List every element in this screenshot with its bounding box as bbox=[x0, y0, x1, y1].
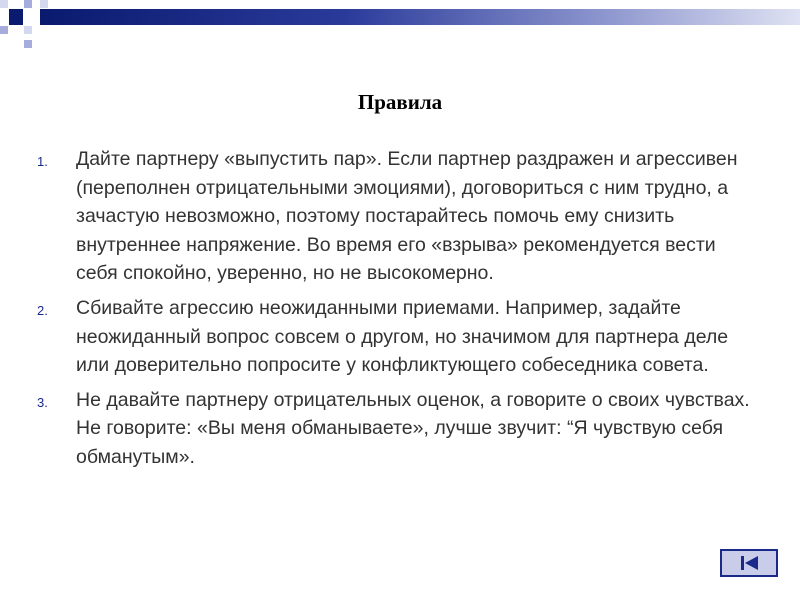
rule-item bbox=[0, 145, 800, 288]
rule-text: Сбивайте агрессию неожиданными приемами. Например, задайте неожиданный вопрос совсем о другом, но значимом для партнера деле или доверительно попросите у конфликтующего собеседника совета. bbox=[76, 296, 729, 377]
rules-list bbox=[0, 145, 800, 478]
rule-number: 3. bbox=[37, 394, 48, 410]
rule-item bbox=[0, 386, 800, 472]
decor-square bbox=[24, 0, 32, 8]
slide-title: Правила bbox=[357, 90, 443, 114]
first-slide-button[interactable] bbox=[720, 549, 778, 577]
rule-number: 1. bbox=[37, 154, 48, 169]
decor-square bbox=[9, 9, 23, 25]
decor-square bbox=[24, 26, 32, 34]
rule-item bbox=[0, 294, 800, 380]
decor-square bbox=[24, 40, 32, 48]
decor-square bbox=[0, 0, 8, 8]
rule-text: Не давайте партнеру отрицательных оценок, а говорите о своих чувствах. Не говорите: «Вы меня обманываете», лучше звучит: “Я чувствую себя обманутым». bbox=[76, 388, 750, 468]
rule-text: Дайте партнеру «выпустить пар». Если партнер раздражен и агрессивен (переполнен отрицательными эмоциями), договориться с ним трудно, а зачастую невозможно, поэтому постарайтесь помочь ему снизить внутреннее напряжение. Во время его «взрыва» рекомендуется вести себя спокойно, уверенно, но не высокомерно. bbox=[76, 148, 738, 285]
decor-square bbox=[0, 26, 8, 34]
decor-square bbox=[40, 0, 48, 8]
rule-number: 2. bbox=[37, 302, 48, 318]
header-gradient-bar bbox=[40, 9, 800, 25]
skip-to-start-icon bbox=[722, 551, 776, 575]
